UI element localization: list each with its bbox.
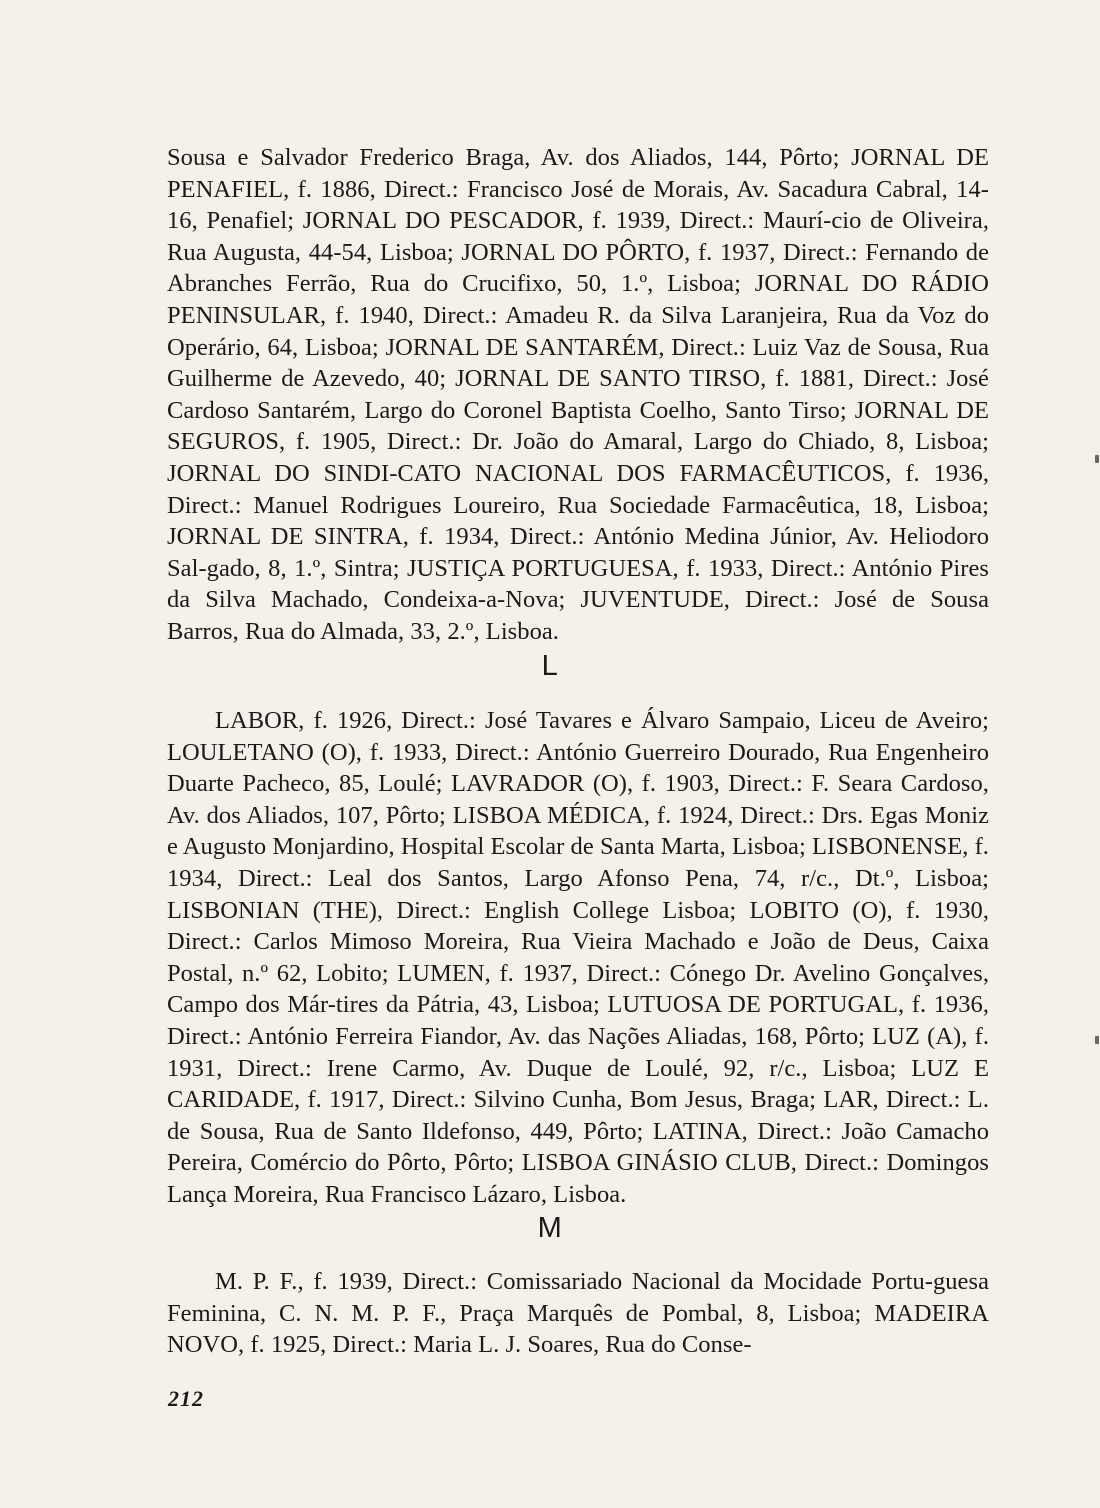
margin-mark xyxy=(1095,1036,1099,1044)
entries-paragraph-j: Sousa e Salvador Frederico Braga, Av. dos Aliados, 144, Pôrto; JORNAL DE PENAFIEL, f. 1886, Direct.: Francisco José de Morais, Av. Sacadura Cabral, 14-16, Penafiel; JORNAL DO PESCADOR, f. 1939, Direct.: Maurí-cio de Oliveira, Rua Augusta, 44-54, Lisboa; JORNAL DO PÔRTO, f. 1937, Direct.: Fernando de Abranches Ferrão, Rua do Crucifixo, 50, 1.º, Lisboa; JORNAL DO RÁDIO PENINSULAR, f. 1940, Direct.: Amadeu R. da Silva Laranjeira, Rua da Voz do Operário, 64, Lisboa; JORNAL DE SANTARÉM, Direct.: Luiz Vaz de Sousa, Rua Guilherme de Azevedo, 40; JORNAL DE SANTO TIRSO, f. 1881, Direct.: José Cardoso Santarém, Largo do Coronel Baptista Coelho, Santo Tirso; JORNAL DE SEGUROS, f. 1905, Direct.: Dr. João do Amaral, Largo do Chiado, 8, Lisboa; JORNAL DO SINDI-CATO NACIONAL DOS FARMACÊUTICOS, f. 1936, Direct.: Manuel Rodrigues Loureiro, Rua Sociedade Farmacêutica, 18, Lisboa; JORNAL DE SINTRA, f. 1934, Direct.: António Medina Júnior, Av. Heliodoro Sal-gado, 8, 1.º, Sintra; JUSTIÇA PORTUGUESA, f. 1933, Direct.: António Pires da Silva Machado, Condeixa-a-Nova; JUVENTUDE, Direct.: José de Sousa Barros, Rua do Almada, 33, 2.º, Lisboa. xyxy=(167,144,989,645)
section-heading-m: M xyxy=(537,1212,563,1244)
margin-mark xyxy=(1095,455,1099,463)
entries-paragraph-m: M. P. F., f. 1939, Direct.: Comissariado Nacional da Mocidade Portu-guesa Feminina, C. N. M. P. F., Praça Marquês de Pombal, 8, Lisboa; MADEIRA NOVO, f. 1925, Direct.: Maria L. J. Soares, Rua do Conse- xyxy=(167,1268,989,1359)
entries-paragraph-l: LABOR, f. 1926, Direct.: José Tavares e Álvaro Sampaio, Liceu de Aveiro; LOULETANO (O), f. 1933, Direct.: António Guerreiro Dourado, Rua Engenheiro Duarte Pacheco, 85, Loulé; LAVRADOR (O), f. 1903, Direct.: F. Seara Cardoso, Av. dos Aliados, 107, Pôrto; LISBOA MÉDICA, f. 1924, Direct.: Drs. Egas Moniz e Augusto Monjardino, Hospital Escolar de Santa Marta, Lisboa; LISBONENSE, f. 1934, Direct.: Leal dos Santos, Largo Afonso Pena, 74, r/c., Dt.º, Lisboa; LISBONIAN (THE), Direct.: English College Lisboa; LOBITO (O), f. 1930, Direct.: Carlos Mimoso Moreira, Rua Vieira Machado e João de Deus, Caixa Postal, n.º 62, Lobito; LUMEN, f. 1937, Direct.: Cónego Dr. Avelino Gonçalves, Campo dos Már-tires da Pátria, 43, Lisboa; LUTUOSA DE PORTUGAL, f. 1936, Direct.: António Ferreira Fiandor, Av. das Nações Aliadas, 168, Pôrto; LUZ (A), f. 1931, Direct.: Irene Carmo, Av. Duque de Loulé, 92, r/c., Lisboa; LUZ E CARIDADE, f. 1917, Direct.: Silvino Cunha, Bom Jesus, Braga; LAR, Direct.: L. de Sousa, Rua de Santo Ildefonso, 449, Pôrto; LATINA, Direct.: João Camacho Pereira, Comércio do Pôrto, Pôrto; LISBOA GINÁSIO CLUB, Direct.: Domingos Lança Moreira, Rua Francisco Lázaro, Lisboa. xyxy=(167,707,989,1208)
page-number: 212 xyxy=(168,1386,204,1411)
section-l-body xyxy=(167,705,989,1211)
section-m-body xyxy=(167,1266,989,1361)
section-j-continuation xyxy=(167,142,989,648)
section-heading-l: L xyxy=(541,650,559,682)
